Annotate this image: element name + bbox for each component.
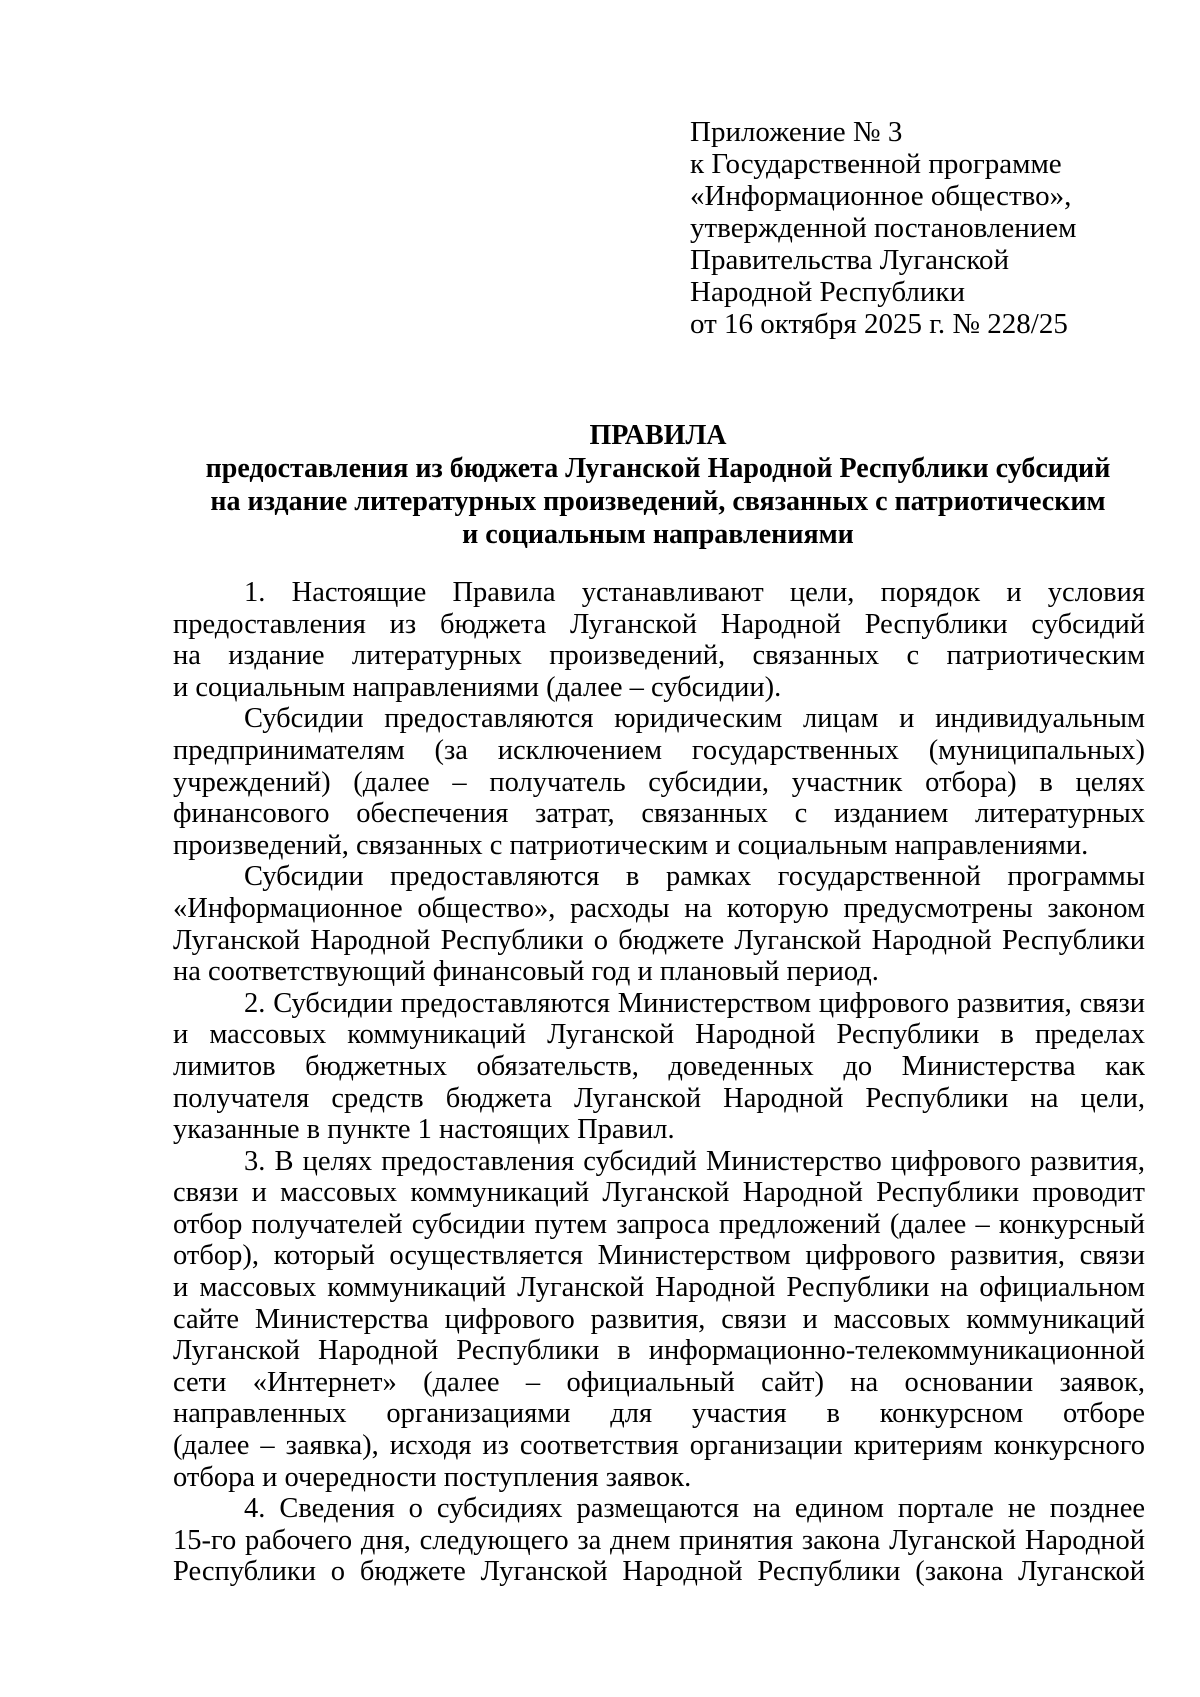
appendix-line: утвержденной постановлением (690, 212, 1077, 244)
title-line: и социальным направлениями (462, 519, 854, 550)
paragraph-line: 15-го рабочего дня, следующего за днем принятия закона Луганской Народной (173, 1524, 1145, 1556)
appendix-line: к Государственной программе (690, 148, 1062, 180)
paragraph-line: отбор получателей субсидии путем запроса предложений (далее – конкурсный (173, 1208, 1145, 1240)
paragraph-line: (далее – заявка), исходя из соответствия организации критериям конкурсного (173, 1430, 1145, 1462)
paragraph-line: 2. Субсидии предоставляются Министерством цифрового развития, связи (244, 987, 1145, 1019)
paragraph-line: указанные в пункте 1 настоящих Правил. (173, 1114, 675, 1146)
paragraph-line: произведений, связанных с патриотическим и социальным направлениями. (173, 829, 1089, 861)
paragraph-line: Луганской Народной Республики в информационно-телекоммуникационной (173, 1335, 1145, 1367)
paragraph (173, 1493, 1145, 1588)
paragraph-line: Республики о бюджете Луганской Народной Республики (закона Луганской (173, 1556, 1145, 1588)
paragraph-line: учреждений) (далее – получатель субсидии, участник отбора) в целях (173, 766, 1145, 798)
paragraph (173, 988, 1145, 1146)
title-heading: ПРАВИЛА (589, 420, 727, 451)
paragraph (173, 1146, 1145, 1494)
paragraph (173, 703, 1145, 861)
paragraph-line: и социальным направлениями (далее – субсидии). (173, 671, 782, 703)
appendix-line: Приложение № 3 (690, 116, 903, 148)
document-title (173, 419, 1143, 551)
title-line: на издание литературных произведений, связанных с патриотическим (210, 486, 1106, 517)
paragraph-line: сети «Интернет» (далее – официальный сайт) на основании заявок, (173, 1366, 1145, 1398)
paragraph-line: Луганской Народной Республики о бюджете Луганской Народной Республики (173, 924, 1145, 956)
document-body (173, 577, 1145, 1588)
paragraph-line: сайте Министерства цифрового развития, связи и массовых коммуникаций (173, 1303, 1145, 1335)
paragraph (173, 577, 1145, 703)
appendix-line: Народной Республики (690, 276, 966, 308)
paragraph-line: предпринимателям (за исключением государственных (муниципальных) (173, 734, 1145, 766)
paragraph-line: финансового обеспечения затрат, связанных с изданием литературных (173, 798, 1145, 830)
paragraph-line: «Информационное общество», расходы на которую предусмотрены законом (173, 892, 1145, 924)
appendix-block (690, 116, 1160, 340)
paragraph-line: и массовых коммуникаций Луганской Народной Республики на официальном (173, 1272, 1145, 1304)
paragraph-line: и массовых коммуникаций Луганской Народной Республики в пределах (173, 1019, 1145, 1051)
paragraph-line: 3. В целях предоставления субсидий Министерство цифрового развития, (244, 1145, 1145, 1177)
appendix-line: «Информационное общество», (690, 180, 1072, 212)
paragraph-line: на издание литературных произведений, связанных с патриотическим (173, 640, 1145, 672)
paragraph-line: направленных организациями для участия в конкурсном отборе (173, 1398, 1145, 1430)
paragraph-line: связи и массовых коммуникаций Луганской Народной Республики проводит (173, 1177, 1145, 1209)
paragraph (173, 861, 1145, 987)
appendix-line: Правительства Луганской (690, 244, 1009, 276)
paragraph-line: предоставления из бюджета Луганской Народной Республики субсидий (173, 608, 1145, 640)
paragraph-line: отбор), который осуществляется Министерством цифрового развития, связи (173, 1240, 1145, 1272)
paragraph-line: Субсидии предоставляются в рамках государственной программы (244, 861, 1145, 893)
paragraph-line: получателя средств бюджета Луганской Народной Республики на цели, (173, 1082, 1145, 1114)
paragraph-line: 1. Настоящие Правила устанавливают цели, порядок и условия (244, 577, 1145, 608)
title-line: предоставления из бюджета Луганской Народной Республики субсидий (205, 453, 1111, 484)
paragraph-line: на соответствующий финансовый год и плановый период. (173, 956, 879, 988)
paragraph-line: отбора и очередности поступления заявок. (173, 1461, 692, 1493)
paragraph-line: 4. Сведения о субсидиях размещаются на едином портале не позднее (244, 1493, 1145, 1525)
paragraph-line: Субсидии предоставляются юридическим лицам и индивидуальным (244, 703, 1145, 735)
paragraph-line: лимитов бюджетных обязательств, доведенных до Министерства как (173, 1050, 1145, 1082)
appendix-line: от 16 октября 2025 г. № 228/25 (690, 308, 1068, 340)
